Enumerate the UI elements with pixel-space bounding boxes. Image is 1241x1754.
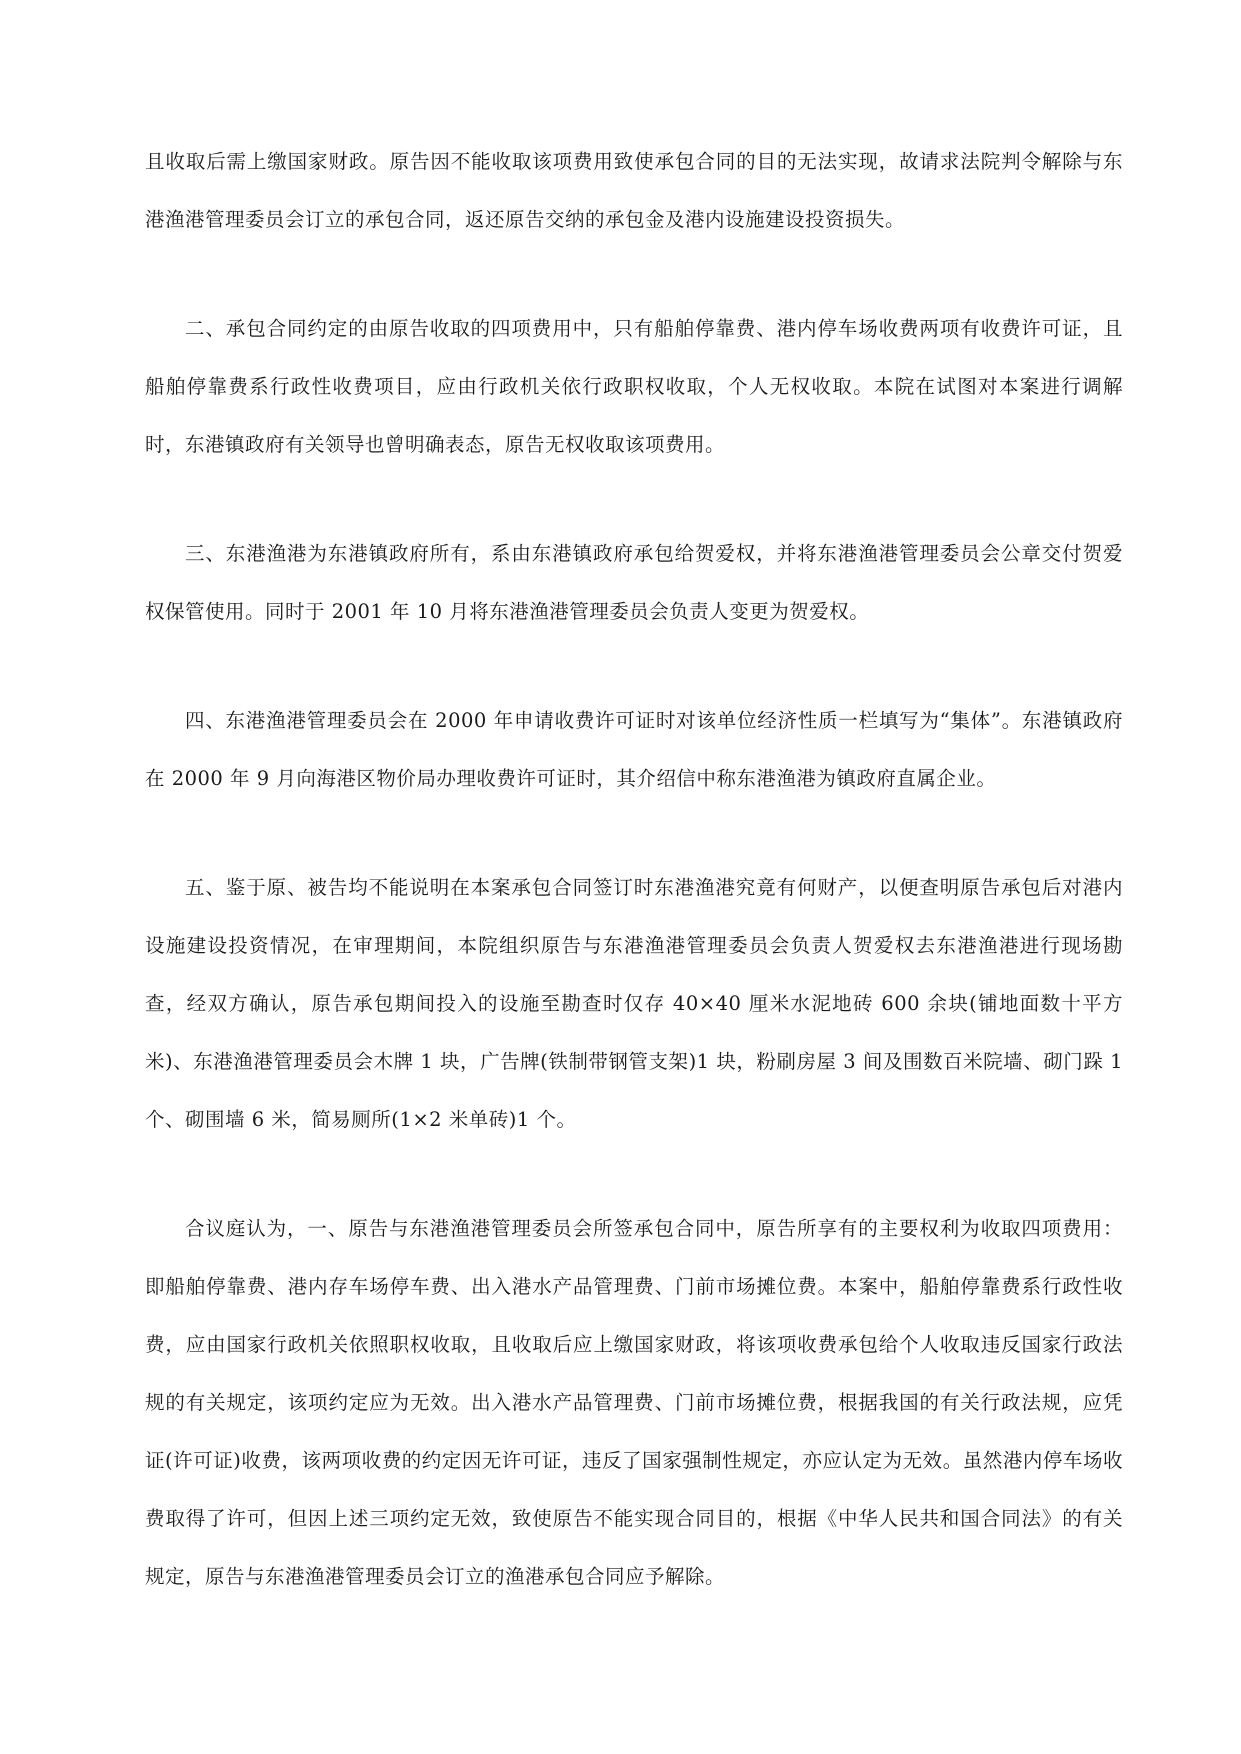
paragraph-continuation: 且收取后需上缴国家财政。原告因不能收取该项费用致使承包合同的目的无法实现，故请求法院判令解除与东港渔港管理委员会订立的承包合同，返还原告交纳的承包金及港内设施建设投资损失。 xyxy=(145,150,1123,231)
paragraph-point-two: 二、承包合同约定的由原告收取的四项费用中，只有船舶停靠费、港内停车场收费两项有收费许可证，且船舶停靠费系行政性收费项目，应由行政机关依行政职权收取，个人无权收取。本院在试图对本案进行调解时，东港镇政府有关领导也曾明确表态，原告无权收取该项费用。 xyxy=(145,317,1123,456)
paragraph-point-four: 四、东港渔港管理委员会在 2000 年申请收费许可证时对该单位经济性质一栏填写为“集体”。东港镇政府在 2000 年 9 月向海港区物价局办理收费许可证时，其介绍信中称东港渔港为镇政府直属企业。 xyxy=(145,709,1123,790)
document-body xyxy=(145,133,1123,1657)
paragraph-point-five: 五、鉴于原、被告均不能说明在本案承包合同签订时东港渔港究竟有何财产，以便查明原告承包后对港内设施建设投资情况，在审理期间，本院组织原告与东港渔港管理委员会负责人贺爱权去东港渔港进行现场勘查，经双方确认，原告承包期间投入的设施至勘查时仅存 40×40 厘米水泥地砖 600 余块(铺地面数十平方米)、东港渔港管理委员会木牌 1 块，广告牌(铁制带钢管支架)1 块，粉刷房屋 3 间及围数百米院墙、砌门跺 1 个、砌围墙 6 米，简易厕所(1×2 米单砖)1 个。 xyxy=(145,876,1123,1131)
paragraph-point-three: 三、东港渔港为东港镇政府所有，系由东港镇政府承包给贺爱权，并将东港渔港管理委员会公章交付贺爱权保管使用。同时于 2001 年 10 月将东港渔港管理委员会负责人变更为贺爱权。 xyxy=(145,542,1123,623)
paragraph-court-opinion: 合议庭认为，一、原告与东港渔港管理委员会所签承包合同中，原告所享有的主要权利为收取四项费用：即船舶停靠费、港内存车场停车费、出入港水产品管理费、门前市场摊位费。本案中，船舶停靠费系行政性收费，应由国家行政机关依照职权收取，且收取后应上缴国家财政，将该项收费承包给个人收取违反国家行政法规的有关规定，该项约定应为无效。出入港水产品管理费、门前市场摊位费，根据我国的有关行政法规，应凭证(许可证)收费，该两项收费的约定因无许可证，违反了国家强制性规定，亦应认定为无效。虽然港内停车场收费取得了许可，但因上述三项约定无效，致使原告不能实现合同目的，根据《中华人民共和国合同法》的有关规定，原告与东港渔港管理委员会订立的渔港承包合同应予解除。 xyxy=(145,1217,1123,1588)
